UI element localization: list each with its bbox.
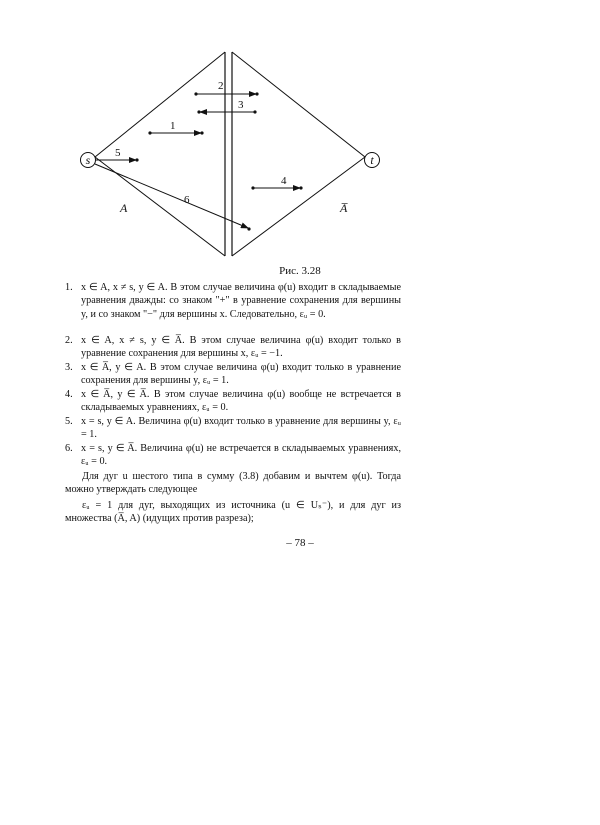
case-item-6 [65, 442, 401, 469]
page-number: – 78 – [286, 537, 314, 549]
arc-5 [96, 147, 139, 162]
arc-3 [197, 99, 256, 114]
case-text: x = s, y ∈ A. Величина φ(u) входит только в уравнение для вершины y, εᵤ = 1. [81, 416, 401, 441]
paragraph-sum: Для дуг u шестого типа в сумму (3.8) добавим и вычтем φ(u). Тогда можно утверждать следующее [65, 471, 401, 496]
arc-5-label: 5 [115, 147, 121, 159]
case-item-1 [65, 281, 401, 321]
case-text: x = s, y ∈ A̅. Величина φ(u) не встречается в складываемых уравнениях, εᵤ = 0. [81, 443, 401, 468]
node-t [365, 153, 380, 168]
case-number: 4. [65, 389, 73, 400]
case-number: 3. [65, 362, 73, 373]
node-s [81, 153, 96, 168]
arc-6-label: 6 [184, 194, 190, 206]
set-a-label: A [120, 201, 128, 215]
arc-6 [95, 164, 251, 231]
case-text: x ∈ A̅, y ∈ A. В этом случае величина φ(u) входит только в уравнение сохранения для вершины y, εᵤ = 1. [81, 362, 401, 387]
case-text: x ∈ A, x ≠ s, y ∈ A̅. В этом случае величина φ(u) входит только в уравнение сохранения для вершины x, εᵤ = −1. [81, 335, 401, 360]
arc-3-label: 3 [238, 99, 244, 111]
arc-1 [148, 120, 203, 135]
arc-2 [194, 80, 258, 96]
case-number: 6. [65, 443, 73, 454]
case-text: x ∈ A̅, y ∈ A̅. В этом случае величина φ(u) вообще не встречается в складываемых уравнениях, εᵤ = 0. [81, 389, 401, 414]
figure-caption: Рис. 3.28 [279, 265, 321, 277]
arc-4-label: 4 [281, 175, 287, 187]
case-number: 5. [65, 416, 73, 427]
case-number: 2. [65, 335, 73, 346]
case-item-3 [65, 361, 401, 388]
arc-1-label: 1 [170, 120, 176, 132]
case-item-2 [65, 334, 401, 361]
node-s-label: s [85, 153, 91, 167]
case-text: x ∈ A, x ≠ s, y ∈ A. В этом случае величина φ(u) входит в складываемые уравнения дважды: со знаком "+" в уравнение сохранения для вершины y, и со знаком "−" для вершины x. Следовательно, εᵤ = 0. [81, 282, 401, 320]
case-item-4 [65, 388, 401, 415]
case-item-5 [65, 415, 401, 442]
node-t-label: t [370, 153, 374, 167]
flow-cut-diagram [0, 0, 600, 265]
paragraph-epsilon: εᵤ = 1 для дуг, выходящих из источника (u ∈ Uₛ⁻), и для дуг из множества (A̅, A) (идущих против разреза); [65, 500, 401, 525]
arc-4 [251, 175, 302, 190]
set-a-bar-boundary [232, 52, 365, 256]
set-a-bar-label: A̅ [340, 201, 348, 215]
arc-2-label: 2 [218, 80, 224, 92]
case-number: 1. [65, 282, 73, 293]
